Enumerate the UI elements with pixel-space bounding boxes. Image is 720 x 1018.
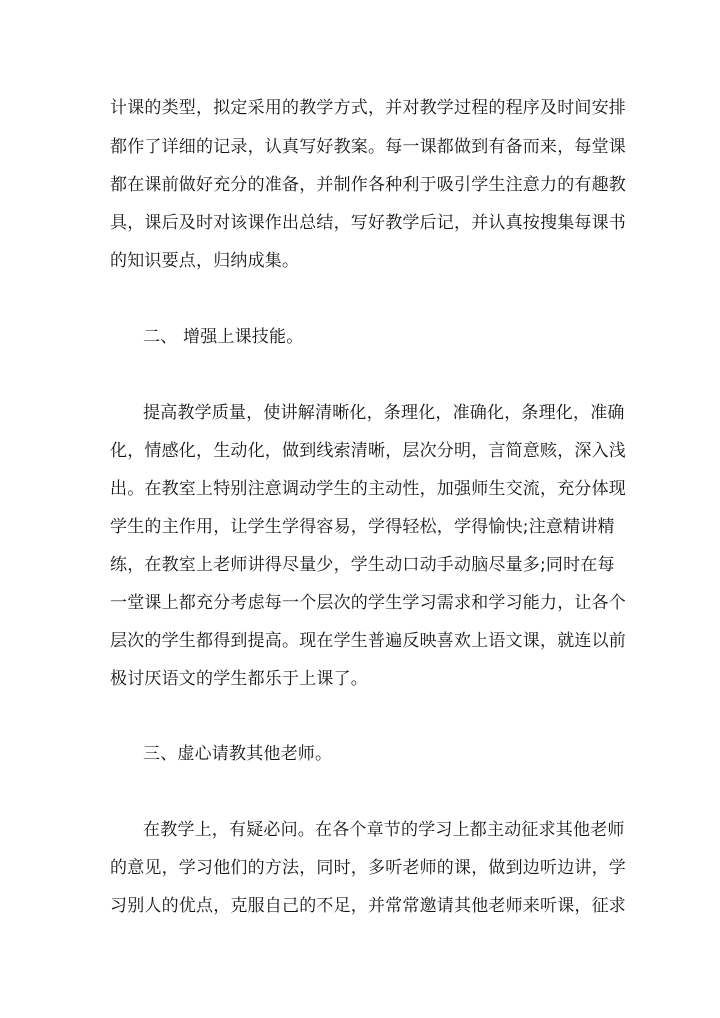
- paragraph-3-line-1: 在教学上，有疑必问。在各个章节的学习上都主动征求其他老师: [143, 820, 625, 840]
- paragraph-2-line-2: 化，情感化，生动化，做到线索清晰，层次分明，言简意赅，深入浅: [110, 441, 626, 461]
- paragraph-2-line-8: 极讨厌语文的学生都乐于上课了。: [110, 669, 368, 689]
- paragraph-1-line-5: 的知识要点，归纳成集。: [110, 251, 300, 271]
- paragraph-3-line-3: 习别人的优点，克服自己的不足，并常常邀请其他老师来听课，征求: [110, 896, 626, 916]
- paragraph-1-line-2: 都作了详细的记录，认真写好教案。每一课都做到有备而来，每堂课: [110, 137, 626, 157]
- paragraph-2-line-5: 练，在教室上老师讲得尽量少，学生动口动手动脑尽量多;同时在每: [110, 555, 615, 575]
- section-heading-2: 二、 增强上课技能。: [143, 327, 304, 347]
- paragraph-1-line-4: 具，课后及时对该课作出总结，写好教学后记，并认真按搜集每课书: [110, 213, 626, 233]
- paragraph-2-line-1: 提高教学质量，使讲解清晰化，条理化，准确化，条理化，准确: [143, 403, 625, 423]
- section-heading-3: 三、虚心请教其他老师。: [143, 744, 333, 764]
- paragraph-2-line-6: 一堂课上都充分考虑每一个层次的学生学习需求和学习能力，让各个: [110, 593, 626, 613]
- paragraph-2-line-3: 出。在教室上特别注意调动学生的主动性，加强师生交流，充分体现: [110, 479, 626, 499]
- paragraph-2-line-7: 层次的学生都得到提高。现在学生普遍反映喜欢上语文课，就连以前: [110, 631, 626, 651]
- paragraph-3-line-2: 的意见，学习他们的方法，同时，多听老师的课，做到边听边讲，学: [110, 858, 626, 878]
- paragraph-1-line-3: 都在课前做好充分的准备，并制作各种利于吸引学生注意力的有趣教: [110, 175, 626, 195]
- paragraph-1-line-1: 计课的类型，拟定采用的教学方式，并对教学过程的程序及时间安排: [110, 98, 626, 118]
- paragraph-2-line-4: 学生的主作用，让学生学得容易，学得轻松，学得愉快;注意精讲精: [110, 517, 615, 537]
